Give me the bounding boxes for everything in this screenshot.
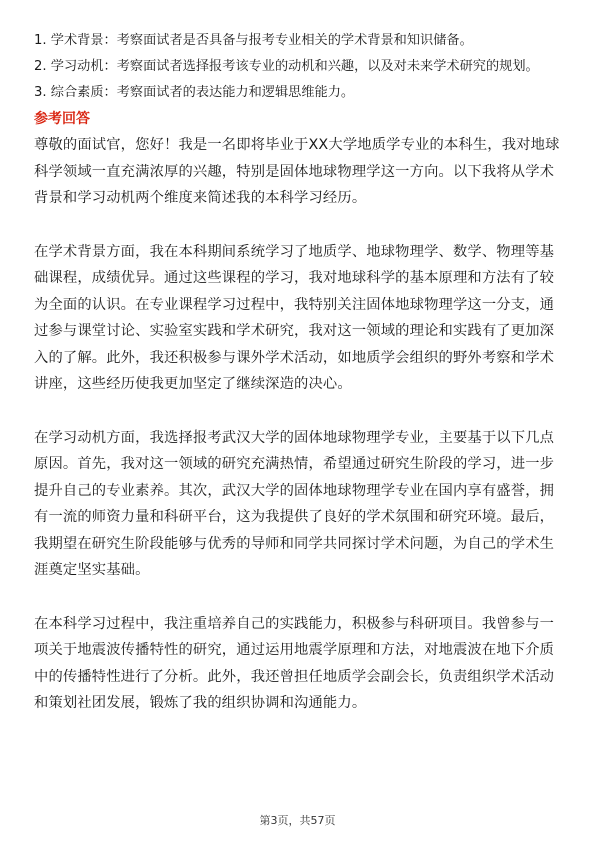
criteria-item-2: 2. 学习动机：考察面试者选择报考该专业的动机和兴趣，以及对未来学术研究的规划。	[34, 59, 539, 74]
paragraph-spacer	[34, 398, 566, 425]
paragraph-intro: 尊敬的面试官，您好！我是一名即将毕业于XX大学地质学专业的本科生，我对地球科学领域一直充满浓厚的兴趣，特别是固体地球物理学这一方向。以下我将从学术背景和学习动机两个维度来简述我的本科学习经历。	[34, 137, 560, 206]
paragraph-motivation: 在学习动机方面，我选择报考武汉大学的固体地球物理学专业，主要基于以下几点原因。首先，我对这一领域的研究充满热情，希望通过研究生阶段的学习，进一步提升自己的专业素养。其次，武汉大学的固体地球物理学专业在国内享有盛誉，拥有一流的师资力量和科研平台，这为我提供了良好的学术氛围和研究环境。最后，我期望在研究生阶段能够与优秀的导师和同学共同探讨学术问题，为自己的学术生涯奠定坚实基础。	[34, 429, 555, 578]
paragraph-practice: 在本科学习过程中，我注重培养自己的实践能力，积极参与科研项目。我曾参与一项关于地震波传播特性的研究，通过运用地震学原理和方法，对地震波在地下介质中的传播特性进行了分析。此外，我还曾担任地质学会副会长，负责组织学术活动和策划社团发展，锻炼了我的组织协调和沟通能力。	[34, 615, 555, 711]
document-body	[34, 28, 566, 717]
answer-heading: 参考回答	[34, 111, 90, 127]
paragraph-academic-background: 在学术背景方面，我在本科期间系统学习了地质学、地球物理学、数学、物理等基础课程，成绩优异。通过这些课程的学习，我对地球科学的基本原理和方法有了较为全面的认识。在专业课程学习过程中，我特别关注固体地球物理学这一分支，通过参与课堂讨论、实验室实践和学术研究，我对这一领域的理论和实践有了更加深入的了解。此外，我还积极参与课外学术活动，如地质学会组织的野外考察和学术讲座，这些经历使我更加坚定了继续深造的决心。	[34, 243, 555, 392]
paragraph-spacer	[34, 584, 566, 611]
criteria-item-1: 1. 学术背景：考察面试者是否具备与报考专业相关的学术背景和知识储备。	[34, 33, 473, 48]
page-number-footer: 第3页，共57页	[259, 814, 336, 827]
paragraph-spacer	[34, 212, 566, 239]
criteria-item-3: 3. 综合素质：考察面试者的表达能力和逻辑思维能力。	[34, 85, 355, 100]
